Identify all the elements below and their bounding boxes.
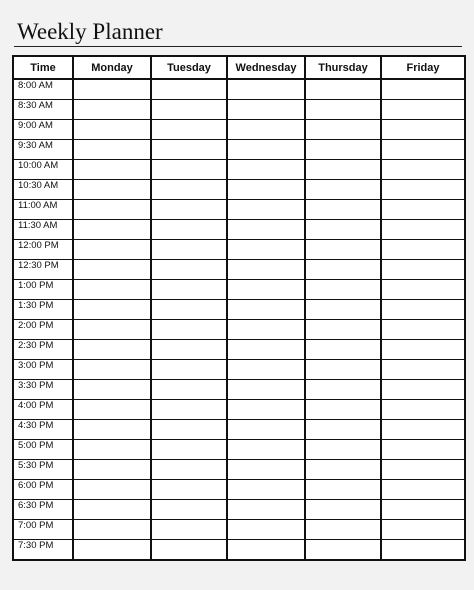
slot-cell-wednesday[interactable] — [227, 380, 305, 400]
slot-cell-wednesday[interactable] — [227, 540, 305, 561]
time-label: 7:30 PM — [13, 540, 73, 561]
slot-cell-tuesday[interactable] — [151, 140, 227, 160]
time-label: 8:30 AM — [13, 100, 73, 120]
slot-cell-tuesday[interactable] — [151, 280, 227, 300]
time-slot-row — [13, 180, 465, 200]
slot-cell-friday[interactable] — [381, 300, 465, 320]
slot-cell-wednesday[interactable] — [227, 300, 305, 320]
time-label: 1:30 PM — [13, 300, 73, 320]
slot-cell-thursday[interactable] — [305, 480, 381, 500]
column-header-monday: Monday — [73, 56, 151, 79]
column-header-tuesday: Tuesday — [151, 56, 227, 79]
slot-cell-monday[interactable] — [73, 380, 151, 400]
slot-cell-monday[interactable] — [73, 440, 151, 460]
slot-cell-thursday[interactable] — [305, 100, 381, 120]
time-label: 1:00 PM — [13, 280, 73, 300]
slot-cell-wednesday[interactable] — [227, 460, 305, 480]
time-slot-row — [13, 140, 465, 160]
slot-cell-thursday[interactable] — [305, 440, 381, 460]
slot-cell-wednesday[interactable] — [227, 420, 305, 440]
slot-cell-friday[interactable] — [381, 420, 465, 440]
time-label: 10:30 AM — [13, 180, 73, 200]
time-slot-row — [13, 440, 465, 460]
slot-cell-thursday[interactable] — [305, 280, 381, 300]
slot-cell-monday[interactable] — [73, 340, 151, 360]
slot-cell-tuesday[interactable] — [151, 520, 227, 540]
time-slot-row — [13, 540, 465, 561]
time-slot-row — [13, 280, 465, 300]
time-label: 11:30 AM — [13, 220, 73, 240]
slot-cell-monday[interactable] — [73, 420, 151, 440]
time-label: 9:30 AM — [13, 140, 73, 160]
time-slot-row — [13, 500, 465, 520]
time-slot-row — [13, 380, 465, 400]
slot-cell-thursday[interactable] — [305, 400, 381, 420]
slot-cell-thursday[interactable] — [305, 220, 381, 240]
slot-cell-tuesday[interactable] — [151, 500, 227, 520]
time-label: 5:30 PM — [13, 460, 73, 480]
slot-cell-wednesday[interactable] — [227, 260, 305, 280]
time-label: 3:30 PM — [13, 380, 73, 400]
slot-cell-thursday[interactable] — [305, 160, 381, 180]
slot-cell-tuesday[interactable] — [151, 200, 227, 220]
slot-cell-friday[interactable] — [381, 140, 465, 160]
slot-cell-wednesday[interactable] — [227, 500, 305, 520]
time-label: 2:00 PM — [13, 320, 73, 340]
slot-cell-friday[interactable] — [381, 520, 465, 540]
slot-cell-tuesday[interactable] — [151, 380, 227, 400]
slot-cell-friday[interactable] — [381, 460, 465, 480]
time-label: 9:00 AM — [13, 120, 73, 140]
slot-cell-monday[interactable] — [73, 360, 151, 380]
column-header-friday: Friday — [381, 56, 465, 79]
slot-cell-friday[interactable] — [381, 400, 465, 420]
slot-cell-tuesday[interactable] — [151, 220, 227, 240]
slot-cell-tuesday[interactable] — [151, 360, 227, 380]
time-slot-row — [13, 120, 465, 140]
slot-cell-monday[interactable] — [73, 320, 151, 340]
slot-cell-friday[interactable] — [381, 220, 465, 240]
slot-cell-tuesday[interactable] — [151, 300, 227, 320]
planner-title: Weekly Planner — [17, 19, 163, 44]
slot-cell-tuesday[interactable] — [151, 120, 227, 140]
slot-cell-wednesday[interactable] — [227, 79, 305, 100]
time-slot-row — [13, 460, 465, 480]
slot-cell-monday[interactable] — [73, 140, 151, 160]
time-label: 12:00 PM — [13, 240, 73, 260]
time-label: 3:00 PM — [13, 360, 73, 380]
time-slot-row — [13, 240, 465, 260]
slot-cell-monday[interactable] — [73, 220, 151, 240]
header-row — [13, 56, 465, 79]
time-label: 10:00 AM — [13, 160, 73, 180]
slot-cell-monday[interactable] — [73, 460, 151, 480]
slot-cell-thursday[interactable] — [305, 320, 381, 340]
slot-cell-wednesday[interactable] — [227, 340, 305, 360]
slot-cell-tuesday[interactable] — [151, 79, 227, 100]
slot-cell-monday[interactable] — [73, 540, 151, 561]
slot-cell-tuesday[interactable] — [151, 160, 227, 180]
time-label: 8:00 AM — [13, 79, 73, 100]
slot-cell-friday[interactable] — [381, 260, 465, 280]
slot-cell-monday[interactable] — [73, 280, 151, 300]
slot-cell-thursday[interactable] — [305, 520, 381, 540]
slot-cell-wednesday[interactable] — [227, 160, 305, 180]
planner-table — [12, 55, 466, 561]
slot-cell-wednesday[interactable] — [227, 140, 305, 160]
time-label: 7:00 PM — [13, 520, 73, 540]
slot-cell-monday[interactable] — [73, 100, 151, 120]
slot-cell-friday[interactable] — [381, 180, 465, 200]
time-slot-row — [13, 100, 465, 120]
slot-cell-monday[interactable] — [73, 520, 151, 540]
slot-cell-thursday[interactable] — [305, 460, 381, 480]
slot-cell-tuesday[interactable] — [151, 100, 227, 120]
slot-cell-thursday[interactable] — [305, 300, 381, 320]
slot-cell-monday[interactable] — [73, 79, 151, 100]
slot-cell-monday[interactable] — [73, 120, 151, 140]
slot-cell-wednesday[interactable] — [227, 180, 305, 200]
time-label: 11:00 AM — [13, 200, 73, 220]
time-slot-row — [13, 520, 465, 540]
slot-cell-tuesday[interactable] — [151, 440, 227, 460]
slot-cell-friday[interactable] — [381, 120, 465, 140]
slot-cell-thursday[interactable] — [305, 420, 381, 440]
slot-cell-tuesday[interactable] — [151, 340, 227, 360]
slot-cell-friday[interactable] — [381, 540, 465, 561]
slot-cell-thursday[interactable] — [305, 500, 381, 520]
slot-cell-monday[interactable] — [73, 240, 151, 260]
column-header-wednesday: Wednesday — [227, 56, 305, 79]
time-slot-row — [13, 420, 465, 440]
slot-cell-thursday[interactable] — [305, 79, 381, 100]
slot-cell-monday[interactable] — [73, 160, 151, 180]
time-label: 2:30 PM — [13, 340, 73, 360]
slot-cell-wednesday[interactable] — [227, 440, 305, 460]
slot-cell-friday[interactable] — [381, 340, 465, 360]
slot-cell-friday[interactable] — [381, 380, 465, 400]
slot-cell-friday[interactable] — [381, 100, 465, 120]
time-label: 12:30 PM — [13, 260, 73, 280]
slot-cell-thursday[interactable] — [305, 240, 381, 260]
slot-cell-friday[interactable] — [381, 500, 465, 520]
slot-cell-wednesday[interactable] — [227, 240, 305, 260]
slot-cell-friday[interactable] — [381, 79, 465, 100]
slot-cell-thursday[interactable] — [305, 120, 381, 140]
time-slot-row — [13, 160, 465, 180]
slot-cell-wednesday[interactable] — [227, 320, 305, 340]
slot-cell-friday[interactable] — [381, 240, 465, 260]
time-label: 6:00 PM — [13, 480, 73, 500]
time-slot-row — [13, 79, 465, 100]
slot-cell-monday[interactable] — [73, 480, 151, 500]
slot-cell-tuesday[interactable] — [151, 260, 227, 280]
column-header-thursday: Thursday — [305, 56, 381, 79]
time-label: 6:30 PM — [13, 500, 73, 520]
slot-cell-wednesday[interactable] — [227, 360, 305, 380]
slot-cell-tuesday[interactable] — [151, 480, 227, 500]
slot-cell-wednesday[interactable] — [227, 120, 305, 140]
time-slot-row — [13, 480, 465, 500]
column-header-time: Time — [13, 56, 73, 79]
slot-cell-monday[interactable] — [73, 200, 151, 220]
slot-cell-thursday[interactable] — [305, 380, 381, 400]
slot-cell-thursday[interactable] — [305, 360, 381, 380]
slot-cell-thursday[interactable] — [305, 540, 381, 561]
slot-cell-wednesday[interactable] — [227, 220, 305, 240]
time-slot-row — [13, 360, 465, 380]
slot-cell-monday[interactable] — [73, 500, 151, 520]
slot-cell-wednesday[interactable] — [227, 400, 305, 420]
title-underline — [14, 46, 462, 47]
slot-cell-tuesday[interactable] — [151, 400, 227, 420]
time-label: 4:00 PM — [13, 400, 73, 420]
slot-cell-thursday[interactable] — [305, 340, 381, 360]
slot-cell-friday[interactable] — [381, 280, 465, 300]
slot-cell-tuesday[interactable] — [151, 420, 227, 440]
slot-cell-tuesday[interactable] — [151, 320, 227, 340]
slot-cell-thursday[interactable] — [305, 140, 381, 160]
slot-cell-monday[interactable] — [73, 180, 151, 200]
time-slot-row — [13, 320, 465, 340]
slot-cell-monday[interactable] — [73, 300, 151, 320]
slot-cell-thursday[interactable] — [305, 200, 381, 220]
slot-cell-friday[interactable] — [381, 440, 465, 460]
slot-cell-wednesday[interactable] — [227, 200, 305, 220]
slot-cell-wednesday[interactable] — [227, 100, 305, 120]
time-slot-row — [13, 300, 465, 320]
time-label: 4:30 PM — [13, 420, 73, 440]
slot-cell-tuesday[interactable] — [151, 180, 227, 200]
slot-cell-wednesday[interactable] — [227, 520, 305, 540]
slot-cell-thursday[interactable] — [305, 180, 381, 200]
slot-cell-monday[interactable] — [73, 400, 151, 420]
slot-cell-friday[interactable] — [381, 320, 465, 340]
slot-cell-friday[interactable] — [381, 360, 465, 380]
time-slot-row — [13, 400, 465, 420]
time-slot-row — [13, 340, 465, 360]
slot-cell-thursday[interactable] — [305, 260, 381, 280]
slot-cell-tuesday[interactable] — [151, 240, 227, 260]
slot-cell-friday[interactable] — [381, 160, 465, 180]
time-slot-row — [13, 220, 465, 240]
slot-cell-wednesday[interactable] — [227, 280, 305, 300]
slot-cell-friday[interactable] — [381, 480, 465, 500]
slot-cell-tuesday[interactable] — [151, 460, 227, 480]
slot-cell-wednesday[interactable] — [227, 480, 305, 500]
slot-cell-friday[interactable] — [381, 200, 465, 220]
slot-cell-tuesday[interactable] — [151, 540, 227, 561]
slot-cell-monday[interactable] — [73, 260, 151, 280]
time-slot-row — [13, 260, 465, 280]
time-label: 5:00 PM — [13, 440, 73, 460]
time-slot-row — [13, 200, 465, 220]
